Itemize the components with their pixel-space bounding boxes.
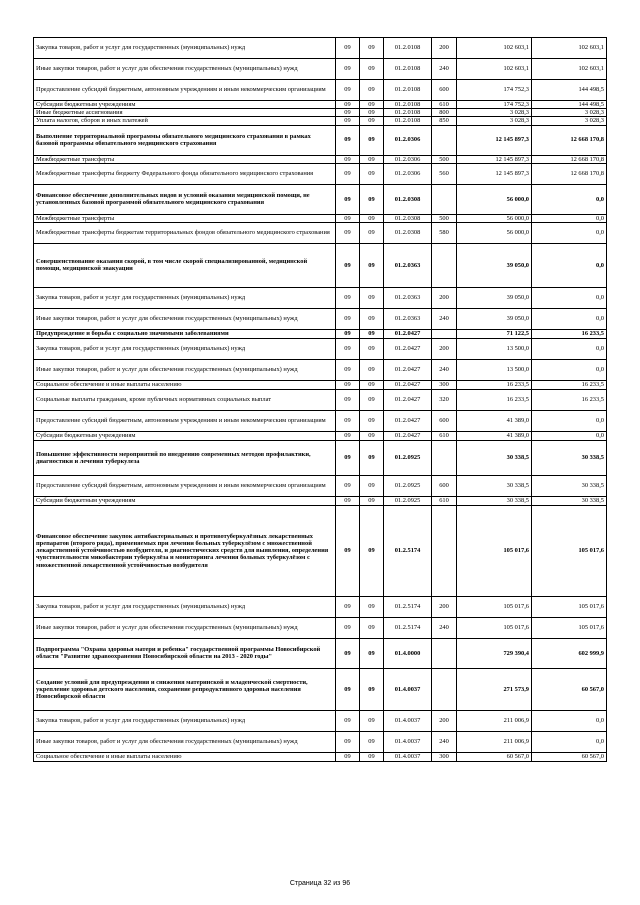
cell-expense-type: [432, 184, 457, 214]
cell-name: Межбюджетные трансферты: [34, 155, 336, 163]
cell-sum-year-1: 71 122,5: [457, 329, 532, 338]
cell-name: Иные закупки товаров, работ и услуг для обеспечения государственных (муниципальных) нужд: [34, 617, 336, 638]
cell-expense-type: 610: [432, 101, 457, 109]
cell-sum-year-1: 16 233,5: [457, 389, 532, 410]
cell-section: 09: [336, 59, 360, 80]
cell-target-article: 01.2.0308: [384, 184, 432, 214]
cell-expense-type: 800: [432, 109, 457, 117]
cell-sum-year-1: 105 017,6: [457, 505, 532, 596]
cell-target-article: 01.4.0037: [384, 731, 432, 752]
table-row: [34, 596, 607, 617]
cell-target-article: 01.2.0306: [384, 155, 432, 163]
table-row: [34, 380, 607, 389]
cell-name: Социальное обеспечение и иные выплаты населению: [34, 752, 336, 761]
table-row: [34, 155, 607, 163]
cell-target-article: 01.2.5174: [384, 505, 432, 596]
table-row: [34, 496, 607, 505]
cell-sum-year-2: 0,0: [532, 710, 607, 731]
cell-section: 09: [336, 287, 360, 308]
cell-section: 09: [336, 125, 360, 155]
cell-name: Межбюджетные трансферты: [34, 214, 336, 222]
table-row: [34, 308, 607, 329]
cell-subsection: 09: [360, 617, 384, 638]
cell-name: Иные закупки товаров, работ и услуг для обеспечения государственных (муниципальных) нужд: [34, 731, 336, 752]
cell-target-article: 01.2.0308: [384, 214, 432, 222]
cell-expense-type: 200: [432, 710, 457, 731]
cell-sum-year-2: 0,0: [532, 287, 607, 308]
table-row: [34, 710, 607, 731]
cell-section: 09: [336, 617, 360, 638]
cell-section: 09: [336, 222, 360, 243]
cell-sum-year-2: 16 233,5: [532, 389, 607, 410]
cell-subsection: 09: [360, 496, 384, 505]
cell-target-article: 01.4.0037: [384, 752, 432, 761]
cell-name: Закупка товаров, работ и услуг для государственных (муниципальных) нужд: [34, 287, 336, 308]
cell-sum-year-2: 602 999,9: [532, 638, 607, 668]
cell-sum-year-2: 30 338,5: [532, 475, 607, 496]
table-row: [34, 359, 607, 380]
cell-expense-type: 610: [432, 431, 457, 440]
cell-sum-year-1: 13 500,0: [457, 338, 532, 359]
cell-name: Субсидии бюджетным учреждениям: [34, 431, 336, 440]
cell-subsection: 09: [360, 117, 384, 125]
cell-sum-year-1: 56 000,0: [457, 184, 532, 214]
table-row: [34, 617, 607, 638]
cell-expense-type: 580: [432, 222, 457, 243]
cell-expense-type: 200: [432, 596, 457, 617]
table-row: [34, 752, 607, 761]
cell-sum-year-1: 3 028,3: [457, 117, 532, 125]
cell-sum-year-2: 0,0: [532, 214, 607, 222]
cell-section: 09: [336, 38, 360, 59]
cell-subsection: 09: [360, 308, 384, 329]
cell-target-article: 01.2.0427: [384, 410, 432, 431]
cell-name: Закупка товаров, работ и услуг для государственных (муниципальных) нужд: [34, 38, 336, 59]
cell-subsection: 09: [360, 38, 384, 59]
table-row: [34, 243, 607, 287]
cell-subsection: 09: [360, 163, 384, 184]
table-row: [34, 125, 607, 155]
cell-target-article: 01.2.0108: [384, 80, 432, 101]
cell-target-article: 01.2.0108: [384, 38, 432, 59]
cell-sum-year-1: 102 603,1: [457, 38, 532, 59]
cell-section: 09: [336, 243, 360, 287]
cell-name: Закупка товаров, работ и услуг для государственных (муниципальных) нужд: [34, 338, 336, 359]
cell-section: 09: [336, 731, 360, 752]
cell-sum-year-1: 174 752,3: [457, 101, 532, 109]
cell-subsection: 09: [360, 389, 384, 410]
cell-target-article: 01.2.0925: [384, 496, 432, 505]
table-row: [34, 475, 607, 496]
cell-target-article: 01.2.0308: [384, 222, 432, 243]
cell-expense-type: [432, 243, 457, 287]
cell-name: Финансовое обеспечение дополнительных видов и условий оказания медицинской помощи, не установленных базовой программой обязательного медицинского страхования: [34, 184, 336, 214]
cell-target-article: 01.2.5174: [384, 617, 432, 638]
cell-target-article: 01.2.0363: [384, 308, 432, 329]
cell-section: 09: [336, 668, 360, 710]
cell-expense-type: 200: [432, 338, 457, 359]
cell-subsection: 09: [360, 596, 384, 617]
cell-section: 09: [336, 308, 360, 329]
cell-section: 09: [336, 440, 360, 475]
cell-sum-year-2: 16 233,5: [532, 329, 607, 338]
cell-subsection: 09: [360, 222, 384, 243]
table-row: [34, 638, 607, 668]
cell-sum-year-1: 39 050,0: [457, 243, 532, 287]
cell-expense-type: 850: [432, 117, 457, 125]
table-row: [34, 668, 607, 710]
table-row: [34, 731, 607, 752]
cell-subsection: 09: [360, 440, 384, 475]
cell-subsection: 09: [360, 505, 384, 596]
cell-expense-type: 600: [432, 80, 457, 101]
cell-sum-year-2: 3 028,3: [532, 117, 607, 125]
table-row: [34, 80, 607, 101]
cell-target-article: 01.2.0925: [384, 475, 432, 496]
table-row: [34, 410, 607, 431]
cell-target-article: 01.4.0037: [384, 668, 432, 710]
cell-expense-type: [432, 638, 457, 668]
cell-sum-year-1: 30 338,5: [457, 496, 532, 505]
cell-sum-year-2: 0,0: [532, 731, 607, 752]
cell-section: 09: [336, 214, 360, 222]
cell-name: Межбюджетные трансферты бюджету Федерального фонда обязательного медицинского страхования: [34, 163, 336, 184]
table-row: [34, 440, 607, 475]
cell-name: Совершенствование оказания скорой, в том числе скорой специализированной, медицинской помощи, медицинской эвакуации: [34, 243, 336, 287]
cell-name: Субсидии бюджетным учреждениям: [34, 496, 336, 505]
cell-name: Уплата налогов, сборов и иных платежей: [34, 117, 336, 125]
cell-section: 09: [336, 359, 360, 380]
cell-sum-year-1: 3 028,3: [457, 109, 532, 117]
cell-sum-year-2: 0,0: [532, 243, 607, 287]
table-row: [34, 287, 607, 308]
cell-section: 09: [336, 389, 360, 410]
cell-target-article: 01.2.0427: [384, 359, 432, 380]
cell-name: Предупреждение и борьба с социально значимыми заболеваниями: [34, 329, 336, 338]
cell-sum-year-1: 12 145 897,3: [457, 125, 532, 155]
cell-target-article: 01.2.0363: [384, 287, 432, 308]
cell-name: Закупка товаров, работ и услуг для государственных (муниципальных) нужд: [34, 596, 336, 617]
table-row: [34, 338, 607, 359]
cell-expense-type: [432, 440, 457, 475]
cell-subsection: 09: [360, 125, 384, 155]
cell-expense-type: 240: [432, 59, 457, 80]
cell-subsection: 09: [360, 410, 384, 431]
cell-subsection: 09: [360, 668, 384, 710]
cell-target-article: 01.2.0306: [384, 125, 432, 155]
cell-section: 09: [336, 184, 360, 214]
table-row: [34, 389, 607, 410]
cell-name: Иные закупки товаров, работ и услуг для обеспечения государственных (муниципальных) нужд: [34, 308, 336, 329]
cell-sum-year-2: 30 338,5: [532, 440, 607, 475]
cell-sum-year-1: 211 006,9: [457, 710, 532, 731]
cell-name: Подпрограмма "Охрана здоровья матери и ребенка" государственной программы Новосибирской области "Развитие здравоохранения Новосибирской области на 2013 - 2020 годы": [34, 638, 336, 668]
table-row: [34, 184, 607, 214]
cell-subsection: 09: [360, 59, 384, 80]
cell-section: 09: [336, 80, 360, 101]
cell-subsection: 09: [360, 109, 384, 117]
cell-sum-year-2: 60 567,0: [532, 752, 607, 761]
cell-target-article: 01.4.0000: [384, 638, 432, 668]
cell-sum-year-2: 16 233,5: [532, 380, 607, 389]
cell-target-article: 01.2.0108: [384, 109, 432, 117]
cell-sum-year-2: 144 498,5: [532, 101, 607, 109]
cell-subsection: 09: [360, 184, 384, 214]
cell-subsection: 09: [360, 752, 384, 761]
cell-expense-type: 240: [432, 731, 457, 752]
cell-sum-year-2: 0,0: [532, 222, 607, 243]
cell-subsection: 09: [360, 243, 384, 287]
cell-section: 09: [336, 596, 360, 617]
table-row: [34, 431, 607, 440]
cell-sum-year-2: 12 668 170,8: [532, 155, 607, 163]
cell-target-article: 01.2.0306: [384, 163, 432, 184]
cell-sum-year-1: 41 389,0: [457, 431, 532, 440]
cell-section: 09: [336, 117, 360, 125]
cell-expense-type: 500: [432, 155, 457, 163]
cell-expense-type: 320: [432, 389, 457, 410]
cell-target-article: 01.2.0427: [384, 431, 432, 440]
cell-sum-year-2: 30 338,5: [532, 496, 607, 505]
cell-sum-year-1: 60 567,0: [457, 752, 532, 761]
cell-expense-type: 240: [432, 359, 457, 380]
cell-section: 09: [336, 109, 360, 117]
cell-target-article: 01.2.0108: [384, 59, 432, 80]
cell-name: Иные закупки товаров, работ и услуг для обеспечения государственных (муниципальных) нужд: [34, 59, 336, 80]
cell-name: Иные закупки товаров, работ и услуг для обеспечения государственных (муниципальных) нужд: [34, 359, 336, 380]
table-row: [34, 214, 607, 222]
table-row: [34, 38, 607, 59]
cell-subsection: 09: [360, 214, 384, 222]
cell-section: 09: [336, 163, 360, 184]
cell-sum-year-2: 0,0: [532, 431, 607, 440]
cell-sum-year-2: 0,0: [532, 184, 607, 214]
cell-target-article: 01.2.0363: [384, 243, 432, 287]
cell-expense-type: [432, 668, 457, 710]
cell-expense-type: 500: [432, 214, 457, 222]
cell-sum-year-1: 211 006,9: [457, 731, 532, 752]
cell-name: Предоставление субсидий бюджетным, автономным учреждениям и иным некоммерческим организациям: [34, 410, 336, 431]
cell-subsection: 09: [360, 380, 384, 389]
table-row: [34, 109, 607, 117]
cell-sum-year-2: 102 603,1: [532, 59, 607, 80]
cell-section: 09: [336, 329, 360, 338]
cell-name: Предоставление субсидий бюджетным, автономным учреждениям и иным некоммерческим организациям: [34, 475, 336, 496]
cell-subsection: 09: [360, 731, 384, 752]
cell-name: Иные бюджетные ассигнования: [34, 109, 336, 117]
cell-sum-year-1: 41 389,0: [457, 410, 532, 431]
cell-sum-year-1: 30 338,5: [457, 440, 532, 475]
cell-sum-year-1: 271 573,9: [457, 668, 532, 710]
cell-name: Субсидии бюджетным учреждениям: [34, 101, 336, 109]
cell-expense-type: 240: [432, 617, 457, 638]
cell-name: Повышение эффективности мероприятий по внедрению современных методов профилактики, диагностики и лечения туберкулеза: [34, 440, 336, 475]
cell-name: Создание условий для предупреждения и снижения материнской и младенческой смертности, укрепление здоровья детского населения, сохранение репродуктивного здоровья населения Новосибирской области: [34, 668, 336, 710]
cell-name: Закупка товаров, работ и услуг для государственных (муниципальных) нужд: [34, 710, 336, 731]
cell-expense-type: 300: [432, 752, 457, 761]
cell-name: Межбюджетные трансферты бюджетам территориальных фондов обязательного медицинского страхования: [34, 222, 336, 243]
cell-sum-year-2: 144 498,5: [532, 80, 607, 101]
cell-target-article: 01.2.0427: [384, 329, 432, 338]
cell-sum-year-2: 105 017,6: [532, 617, 607, 638]
cell-sum-year-2: 60 567,0: [532, 668, 607, 710]
cell-target-article: 01.2.0108: [384, 117, 432, 125]
table-row: [34, 101, 607, 109]
cell-sum-year-1: 56 000,0: [457, 214, 532, 222]
cell-section: 09: [336, 475, 360, 496]
cell-sum-year-1: 729 390,4: [457, 638, 532, 668]
cell-subsection: 09: [360, 338, 384, 359]
cell-sum-year-1: 39 050,0: [457, 308, 532, 329]
cell-sum-year-1: 12 145 897,3: [457, 155, 532, 163]
cell-name: Выполнение территориальной программы обязательного медицинского страхования в рамках базовой программы обязательного медицинского страхования: [34, 125, 336, 155]
cell-sum-year-2: 105 017,6: [532, 505, 607, 596]
cell-subsection: 09: [360, 329, 384, 338]
cell-sum-year-1: 12 145 897,3: [457, 163, 532, 184]
cell-subsection: 09: [360, 359, 384, 380]
cell-sum-year-1: 105 017,6: [457, 596, 532, 617]
cell-name: Социальные выплаты гражданам, кроме публичных нормативных социальных выплат: [34, 389, 336, 410]
page-footer: Страница 32 из 96: [289, 880, 351, 887]
cell-sum-year-1: 105 017,6: [457, 617, 532, 638]
cell-target-article: 01.4.0037: [384, 710, 432, 731]
budget-table-body: [34, 38, 607, 762]
cell-sum-year-2: 0,0: [532, 410, 607, 431]
cell-sum-year-1: 174 752,3: [457, 80, 532, 101]
cell-sum-year-2: 3 028,3: [532, 109, 607, 117]
cell-name: Предоставление субсидий бюджетным, автономным учреждениям и иным некоммерческим организациям: [34, 80, 336, 101]
cell-target-article: 01.2.0108: [384, 101, 432, 109]
cell-sum-year-2: 0,0: [532, 359, 607, 380]
cell-subsection: 09: [360, 475, 384, 496]
table-row: [34, 117, 607, 125]
cell-sum-year-2: 12 668 170,8: [532, 163, 607, 184]
cell-section: 09: [336, 752, 360, 761]
cell-expense-type: [432, 505, 457, 596]
table-row: [34, 222, 607, 243]
cell-section: 09: [336, 431, 360, 440]
cell-subsection: 09: [360, 710, 384, 731]
cell-expense-type: 600: [432, 410, 457, 431]
cell-section: 09: [336, 155, 360, 163]
cell-subsection: 09: [360, 101, 384, 109]
cell-section: 09: [336, 638, 360, 668]
cell-subsection: 09: [360, 80, 384, 101]
cell-section: 09: [336, 410, 360, 431]
cell-sum-year-1: 13 500,0: [457, 359, 532, 380]
cell-target-article: 01.2.0427: [384, 338, 432, 359]
cell-section: 09: [336, 505, 360, 596]
cell-section: 09: [336, 496, 360, 505]
cell-section: 09: [336, 380, 360, 389]
cell-expense-type: 240: [432, 308, 457, 329]
cell-sum-year-2: 0,0: [532, 308, 607, 329]
table-row: [34, 163, 607, 184]
cell-expense-type: 560: [432, 163, 457, 184]
cell-target-article: 01.2.0427: [384, 380, 432, 389]
cell-expense-type: [432, 125, 457, 155]
table-row: [34, 505, 607, 596]
cell-target-article: 01.2.0427: [384, 389, 432, 410]
cell-sum-year-1: 30 338,5: [457, 475, 532, 496]
cell-sum-year-2: 0,0: [532, 338, 607, 359]
cell-section: 09: [336, 101, 360, 109]
cell-expense-type: 600: [432, 475, 457, 496]
cell-sum-year-2: 102 603,1: [532, 38, 607, 59]
cell-target-article: 01.2.0925: [384, 440, 432, 475]
table-row: [34, 59, 607, 80]
cell-sum-year-1: 102 603,1: [457, 59, 532, 80]
cell-subsection: 09: [360, 431, 384, 440]
cell-target-article: 01.2.5174: [384, 596, 432, 617]
cell-sum-year-1: 56 000,0: [457, 222, 532, 243]
cell-expense-type: 610: [432, 496, 457, 505]
cell-subsection: 09: [360, 638, 384, 668]
table-row: [34, 329, 607, 338]
cell-expense-type: 200: [432, 38, 457, 59]
cell-sum-year-1: 16 233,5: [457, 380, 532, 389]
cell-subsection: 09: [360, 287, 384, 308]
cell-expense-type: 200: [432, 287, 457, 308]
cell-name: Финансовое обеспечение закупок антибактериальных и противотуберкулёзных лекарственных препаратов (второго ряда), применяемых при лечении больных туберкулёзом с множественной лекарственной устойчивостью возбудителя, и диагностических средств для выявления, определения чувствительности микобактерии туберкулёза и мониторинга лечения больных туберкулёзом с множественной лекарственной устойчивостью возбудителя: [34, 505, 336, 596]
cell-sum-year-2: 105 017,6: [532, 596, 607, 617]
cell-sum-year-2: 12 668 170,8: [532, 125, 607, 155]
cell-sum-year-1: 39 050,0: [457, 287, 532, 308]
cell-expense-type: [432, 329, 457, 338]
cell-section: 09: [336, 710, 360, 731]
cell-section: 09: [336, 338, 360, 359]
cell-expense-type: 300: [432, 380, 457, 389]
budget-table: [33, 37, 607, 762]
cell-subsection: 09: [360, 155, 384, 163]
cell-name: Социальное обеспечение и иные выплаты населению: [34, 380, 336, 389]
